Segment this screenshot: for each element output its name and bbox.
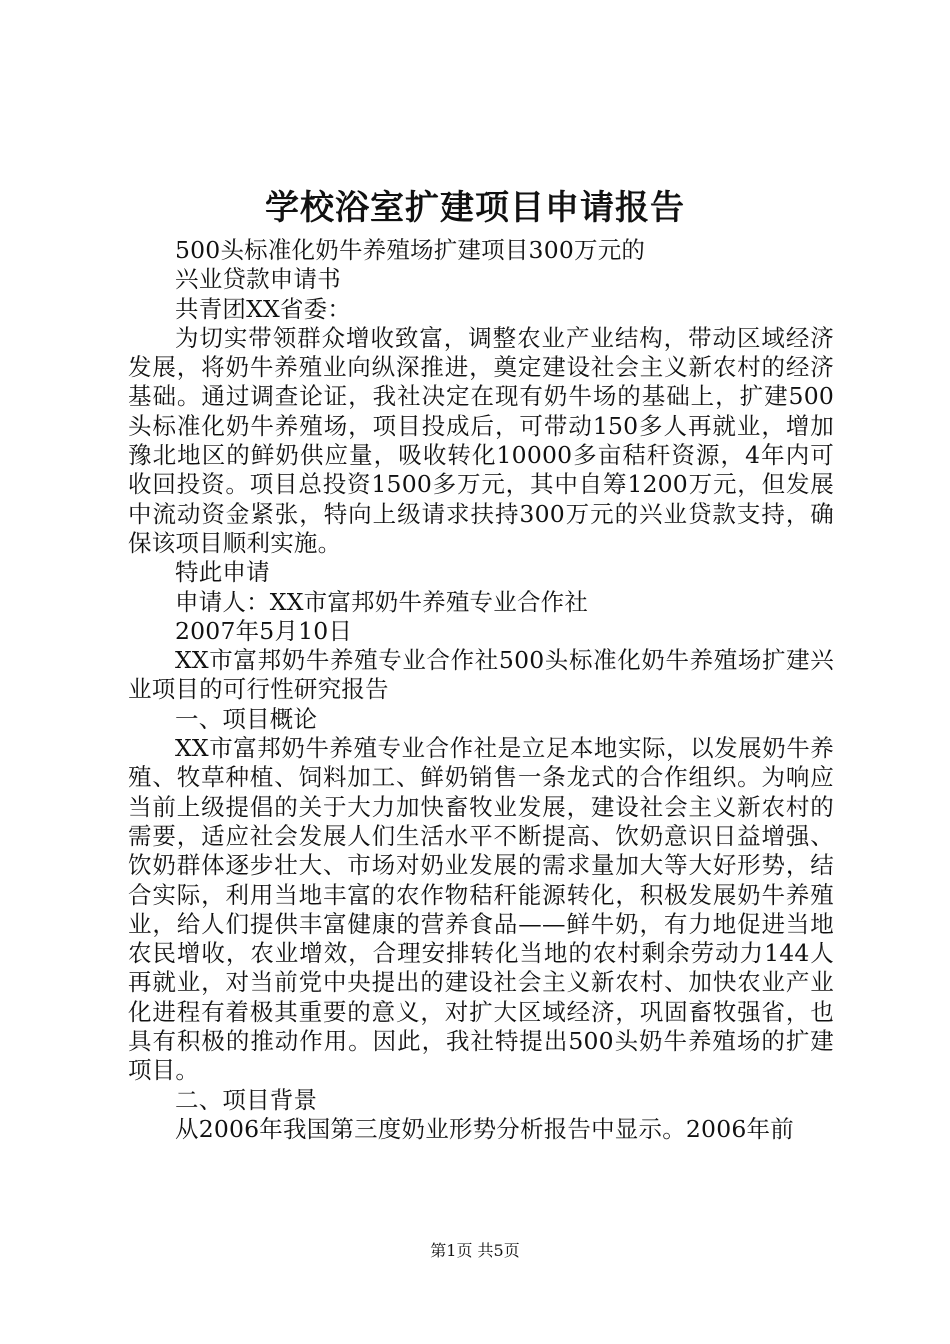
section-heading: 二、项目背景	[175, 1085, 318, 1114]
paragraph: 从2006年我国第三度奶业形势分析报告中显示。2006年前	[175, 1114, 794, 1143]
document-title: 学校浴室扩建项目申请报告	[265, 188, 685, 228]
paragraph: XX市富邦奶牛养殖专业合作社是立足本地实际，以发展奶牛养殖、牧草种植、饲料加工、鲜奶销售一条龙式的合作组织。为响应当前上级提倡的关于大力加快畜牧业发展，建设社会主义新农村的需要，适应社会发展人们生活水平不断提高、饮奶意识日益增强、饮奶群体逐步壮大、市场对奶业发展的需求量加大等大好形势，结合实际，利用当地丰富的农作物秸秆能源转化，积极发展奶牛养殖业，给人们提供丰富健康的营养食品——鲜牛奶，有力地促进当地农民增收，农业增效，合理安排转化当地的农村剩余劳动力144人再就业，对当前党中央提出的建设社会主义新农村、加快农业产业化进程有着极其重要的意义，对扩大区域经济，巩固畜牧强省，也具有积极的推动作用。因此，我社特提出500头奶牛养殖场的扩建项目。	[128, 734, 834, 1085]
document-body	[128, 236, 834, 1144]
paragraph: XX市富邦奶牛养殖专业合作社500头标准化奶牛养殖场扩建兴业项目的可行性研究报告	[128, 646, 834, 704]
paragraph: 申请人：XX市富邦奶牛养殖专业合作社	[175, 587, 589, 616]
section-heading: 一、项目概论	[175, 704, 318, 733]
paragraph: 为切实带领群众增收致富，调整农业产业结构，带动区域经济发展，将奶牛养殖业向纵深推进，奠定建设社会主义新农村的经济基础。通过调查论证，我社决定在现有奶牛场的基础上，扩建500头标准化奶牛养殖场，项目投成后，可带动150多人再就业，增加豫北地区的鲜奶供应量，吸收转化10000多亩秸秆资源，4年内可收回投资。项目总投资1500多万元，其中自筹1200万元，但发展中流动资金紧张，特向上级请求扶持300万元的兴业贷款支持，确保该项目顺利实施。	[128, 323, 834, 557]
paragraph: 兴业贷款申请书	[175, 265, 341, 294]
page-footer: 第1页 共5页	[430, 1241, 520, 1260]
paragraph: 特此申请	[175, 558, 270, 587]
paragraph: 2007年5月10日	[175, 616, 353, 645]
paragraph: 500头标准化奶牛养殖场扩建项目300万元的	[175, 236, 646, 264]
paragraph: 共青团XX省委：	[175, 294, 352, 323]
